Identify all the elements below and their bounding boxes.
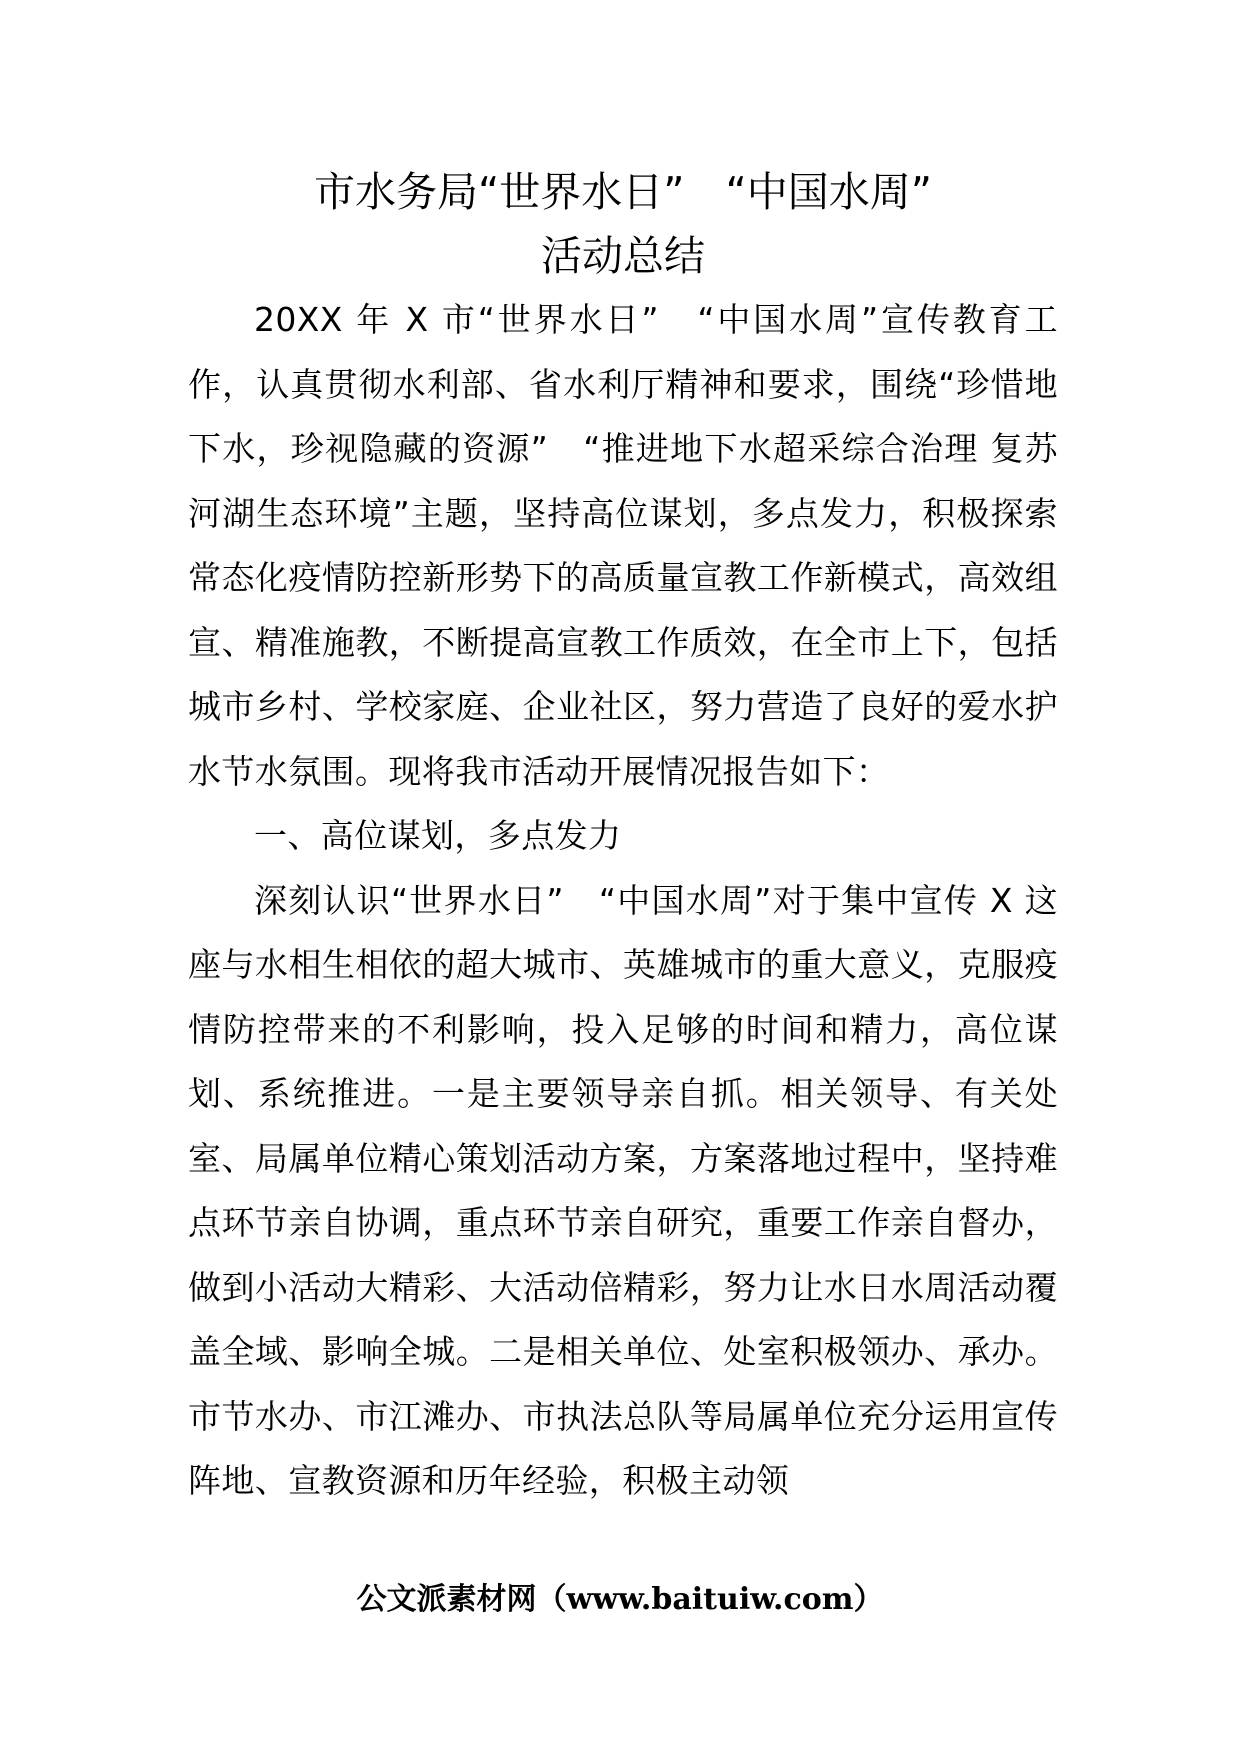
document-body bbox=[188, 160, 1058, 1514]
document-title-line2: 活动总结 bbox=[541, 232, 705, 280]
paragraph-section-1: 深刻认识“世界水日” “中国水周”对于集中宣传 X 这座与水相生相依的超大城市、英雄城市的重大意义，克服疫情防控带来的不利影响，投入足够的时间和精力，高位谋划、系统推进。一是主要领导亲自抓。相关领导、有关处室、局属单位精心策划活动方案，方案落地过程中，坚持难点环节亲自协调，重点环节亲自研究，重要工作亲自督办，做到小活动大精彩、大活动倍精彩，努力让水日水周活动覆盖全域、影响全城。二是相关单位、处室积极领办、承办。市节水办、市江滩办、市执法总队等局属单位充分运用宣传阵地、宣教资源和历年经验，积极主动领 bbox=[188, 880, 1058, 1500]
paragraph-intro: 20XX 年 X 市“世界水日” “中国水周”宣传教育工作，认真贯彻水利部、省水利厅精神和要求，围绕“珍惜地下水，珍视隐藏的资源” “推进地下水超采综合治理 复苏河湖生态环境”主题，坚持高位谋划，多点发力，积极探索常态化疫情防控新形势下的高质量宣教工作新模式，高效组宣、精准施教，不断提高宣教工作质效，在全市上下，包括城市乡村、学校家庭、企业社区，努力营造了良好的爱水护水节水氛围。现将我市活动开展情况报告如下： bbox=[188, 300, 1058, 791]
footer-watermark: 公文派素材网（www.baituiw.com） bbox=[356, 1582, 884, 1617]
document-title-line1: 市水务局“世界水日” “中国水周” bbox=[314, 168, 932, 216]
section-heading: 一、高位谋划，多点发力 bbox=[254, 816, 622, 855]
